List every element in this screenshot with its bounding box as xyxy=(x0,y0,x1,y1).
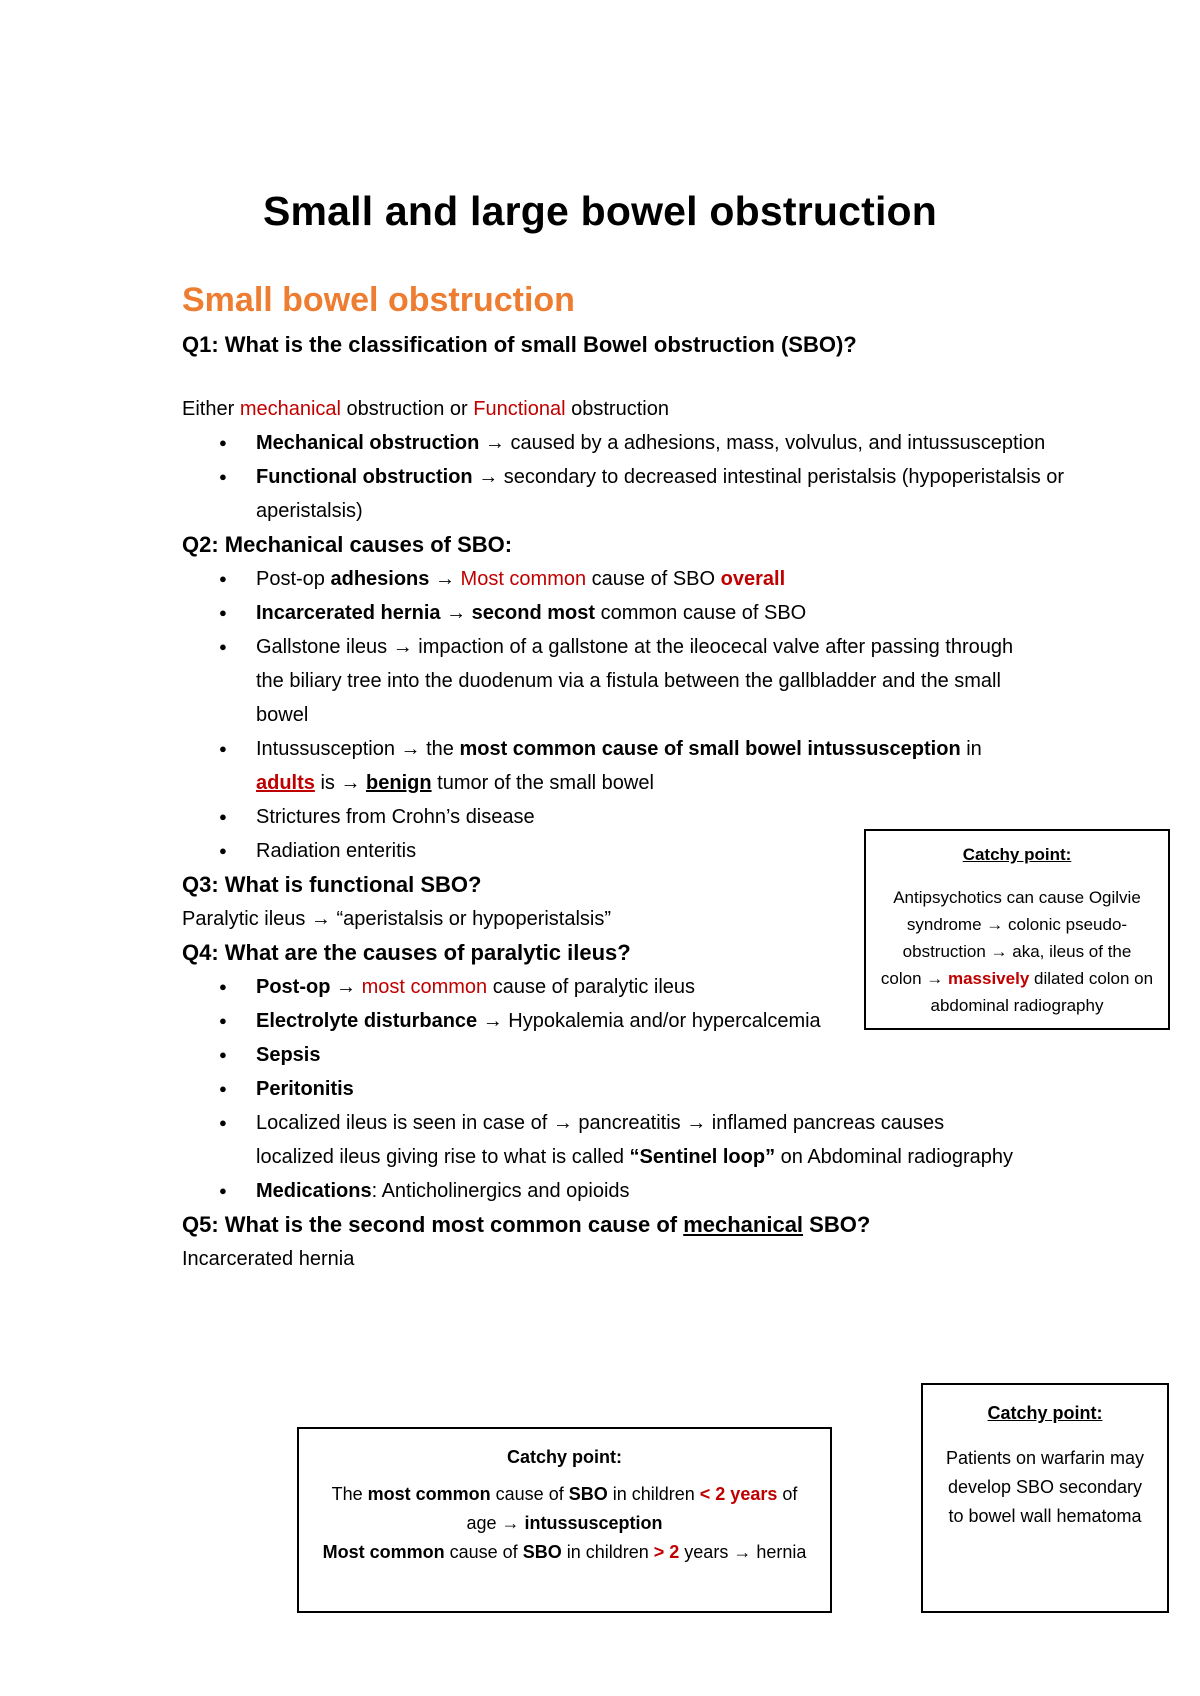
list-item: ● Functional obstruction → secondary to decreased intestinal peristalsis (hypoperistalsis or aperistalsis) xyxy=(256,460,1082,528)
box-text-line-1: The most common cause of SBO in children < 2 years of age → intussusception xyxy=(331,1484,798,1533)
catchy-point-children-box xyxy=(297,1427,832,1613)
catchy-point-antipsychotics-box xyxy=(864,829,1170,1030)
list-item: ● Strictures from Crohn’s disease xyxy=(256,800,1016,834)
q5-answer: Incarcerated hernia xyxy=(182,1248,355,1270)
list-item: ● Radiation enteritis xyxy=(256,834,1016,868)
list-item: ● Electrolyte disturbance → Hypokalemia and/or hypercalcemia xyxy=(256,1004,1016,1038)
list-item: ● Intussusception → the most common cause of small bowel intussusception in adults is → benign tumor of the small bowel xyxy=(256,732,1016,800)
list-item: ● Sepsis xyxy=(256,1038,1016,1072)
q2-question: Q2: Mechanical causes of SBO: xyxy=(182,532,513,557)
catchy-point-warfarin-box xyxy=(921,1383,1169,1613)
box-text: Patients on warfarin may develop SBO secondary to bowel wall hematoma xyxy=(945,1448,1145,1526)
box-title: Catchy point: xyxy=(507,1447,622,1467)
list-item: ● Gallstone ileus → impaction of a gallstone at the ileocecal valve after passing through the biliary tree into the duodenum via a fistula between the gallbladder and the small bowel xyxy=(256,630,1016,732)
box-title: Catchy point: xyxy=(987,1403,1103,1423)
q3-question: Q3: What is functional SBO? xyxy=(182,872,482,897)
list-item: ● Incarcerated hernia → second most common cause of SBO xyxy=(256,596,1016,630)
list-item: ● Post-op adhesions → Most common cause of SBO overall xyxy=(256,562,1016,596)
list-item: ● Peritonitis xyxy=(256,1072,1016,1106)
list-item: ● Medications: Anticholinergics and opioids xyxy=(256,1174,1016,1208)
document-body xyxy=(182,278,1082,1276)
q5-question: Q5: What is the second most common cause of mechanical SBO? xyxy=(182,1212,871,1237)
q1-list xyxy=(182,426,1082,528)
list-item: ● Mechanical obstruction → caused by a adhesions, mass, volvulus, and intussusception xyxy=(256,426,1082,460)
list-item: ● Post-op → most common cause of paralytic ileus xyxy=(256,970,1016,1004)
q2-list xyxy=(182,562,1016,868)
q4-question: Q4: What are the causes of paralytic ileus? xyxy=(182,940,631,965)
page-title: Small and large bowel obstruction xyxy=(262,188,938,234)
q1-question: Q1: What is the classification of small Bowel obstruction (SBO)? xyxy=(182,332,857,357)
q3-answer: Paralytic ileus → “aperistalsis or hypoperistalsis” xyxy=(182,908,612,930)
q1-intro: Either mechanical obstruction or Functional obstruction xyxy=(182,398,669,420)
list-item: ● Localized ileus is seen in case of → pancreatitis → inflamed pancreas causes localized ileus giving rise to what is called “Sentinel loop” on Abdominal radiography xyxy=(256,1106,1016,1174)
box-text-line-2: Most common cause of SBO in children > 2 years → hernia xyxy=(322,1542,807,1562)
box-title: Catchy point: xyxy=(962,845,1072,864)
section-heading-sbo: Small bowel obstruction xyxy=(182,281,575,319)
box-text: Antipsychotics can cause Ogilvie syndrome → colonic pseudo-obstruction → aka, ileus of the colon → massively dilated colon on abdominal radiography xyxy=(880,888,1154,1015)
